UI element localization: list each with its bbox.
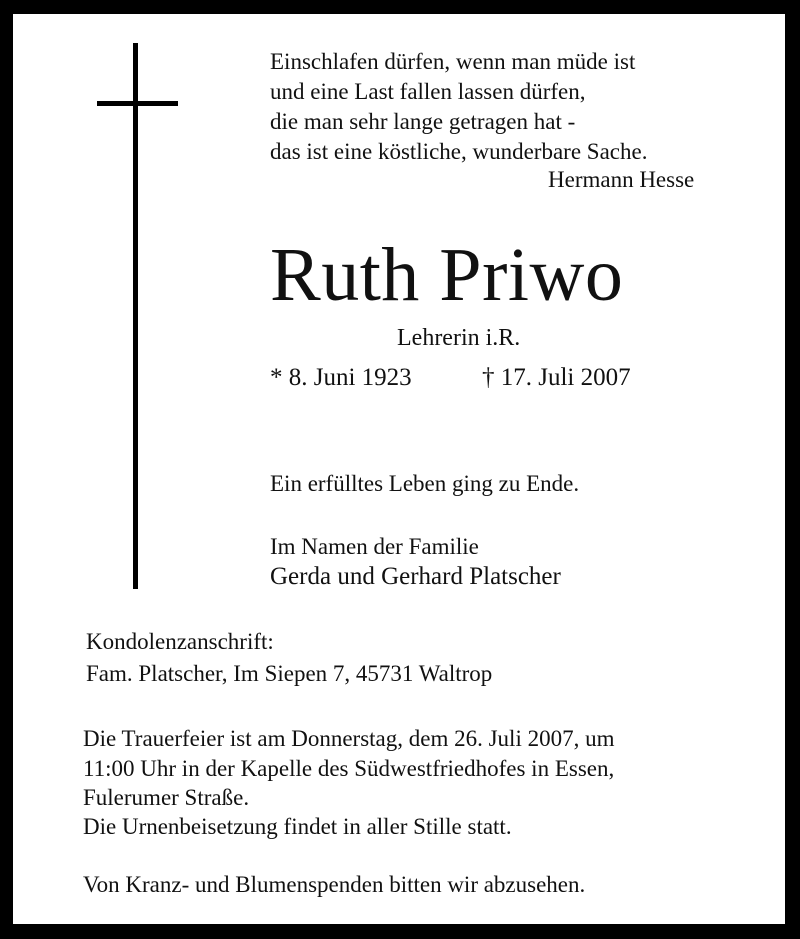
- condolence-label: Kondolenzanschrift:: [86, 629, 274, 654]
- family-names: Gerda und Gerhard Platscher: [270, 563, 561, 590]
- cross-vertical-bar: [133, 43, 138, 589]
- poem-line: Einschlafen dürfen, wenn man müde ist: [270, 49, 636, 74]
- cross-horizontal-bar: [97, 101, 178, 106]
- deceased-occupation: Lehrerin i.R.: [397, 325, 521, 351]
- death-date: † 17. Juli 2007: [482, 364, 631, 391]
- ceremony-line: Die Trauerfeier ist am Donnerstag, dem 26. Juli 2007, um: [83, 726, 615, 751]
- condolence-address: Fam. Platscher, Im Siepen 7, 45731 Waltrop: [86, 661, 493, 686]
- family-intro: Im Namen der Familie: [270, 534, 479, 559]
- poem-line: und eine Last fallen lassen dürfen,: [270, 79, 586, 104]
- ceremony-line: Fulerumer Straße.: [83, 785, 250, 810]
- poem-line: die man sehr lange getragen hat -: [270, 109, 576, 134]
- poem-line: das ist eine köstliche, wunderbare Sache.: [270, 139, 648, 164]
- ceremony-line: 11:00 Uhr in der Kapelle des Südwestfriedhofes in Essen,: [83, 756, 615, 781]
- birth-date: * 8. Juni 1923: [270, 364, 412, 391]
- ceremony-line: Die Urnenbeisetzung findet in aller Stille statt.: [83, 814, 512, 839]
- deceased-name: Ruth Priwo: [270, 233, 624, 317]
- flower-notice: Von Kranz- und Blumenspenden bitten wir abzusehen.: [83, 872, 586, 897]
- poem-author: Hermann Hesse: [548, 167, 695, 192]
- closing-message: Ein erfülltes Leben ging zu Ende.: [270, 471, 580, 496]
